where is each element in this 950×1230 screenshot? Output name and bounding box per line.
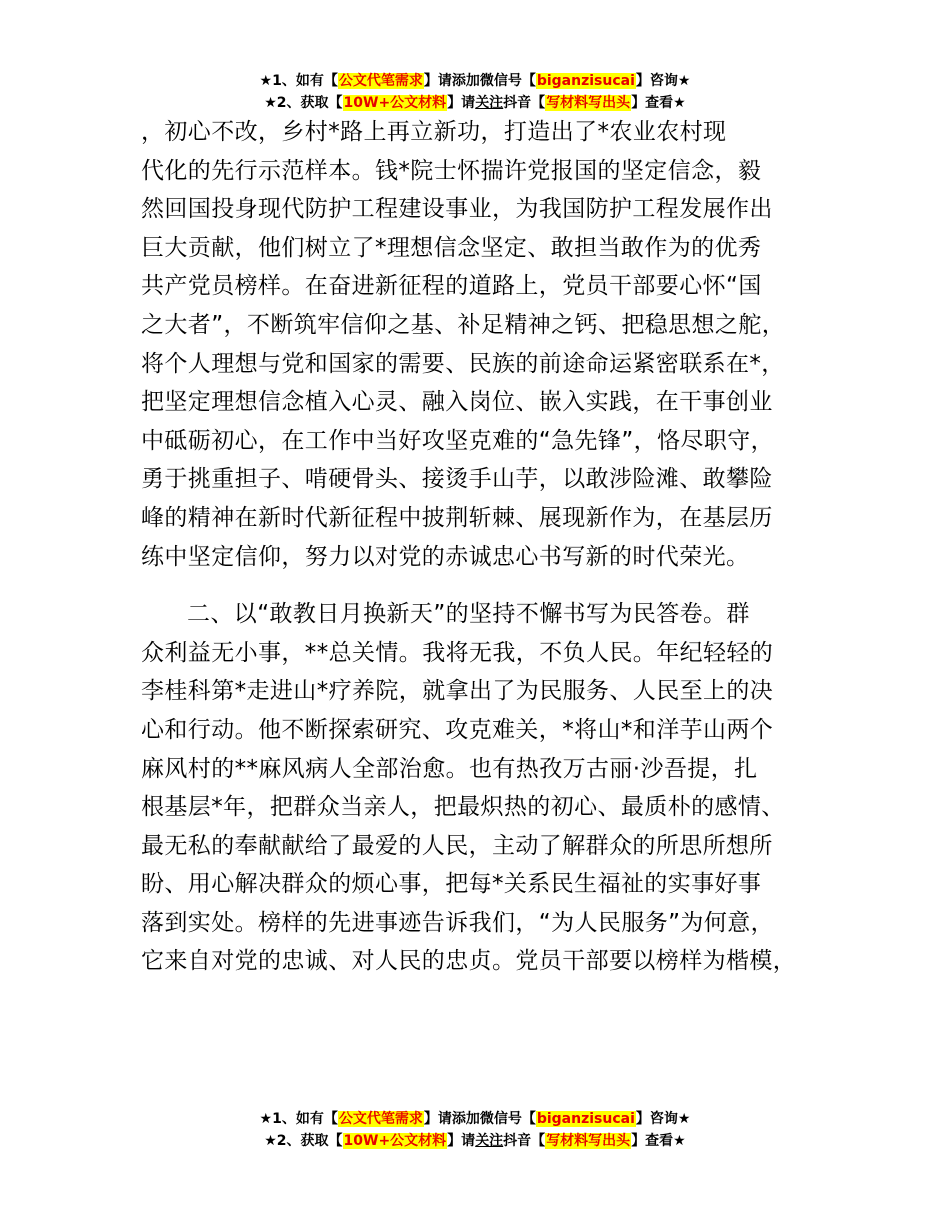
text-line: 麻风村的**麻风病人全部治愈。也有热孜万古丽·沙吾提，扎 [141, 755, 758, 782]
text-line: 落到实处。榜样的先进事迹告诉我们，“为人民服务”为何意， [141, 909, 775, 936]
header-text: 】咨询★ [635, 73, 691, 89]
text-line: 李桂科第*走进山*疗养院，就拿出了为民服务、人民至上的决 [141, 678, 774, 705]
text-line: 二、以“敢教日月换新天”的坚持不懈书写为民答卷。群 [187, 601, 750, 628]
underline-follow: 关注 [475, 1133, 504, 1149]
highlight-douyin-account: 写材料写出头 [546, 1133, 631, 1149]
header-text: 】请 [447, 95, 476, 111]
header-text: 】请添加微信号【 [423, 73, 536, 89]
paragraph-2 [141, 595, 831, 981]
document-body [141, 113, 831, 981]
text-line: 把坚定理想信念植入心灵、融入岗位、嵌入实践，在干事创业 [141, 389, 773, 416]
text-line: 之大者”，不断筑牢信仰之基、补足精神之钙、把稳思想之舵， [141, 311, 786, 338]
text-line: 根基层*年，把群众当亲人，把最炽热的初心、最质朴的感情、 [141, 794, 785, 821]
header-text: ★1、如有【 [259, 73, 338, 89]
header-text: 抖音【 [503, 95, 546, 111]
header-notice [0, 70, 950, 114]
underline-follow: 关注 [475, 95, 504, 111]
text-line: 巨大贡献，他们树立了*理想信念坚定、敢担当敢作为的优秀 [141, 234, 762, 261]
highlight-wechat-id: biganzisucai [536, 73, 635, 89]
text-line: 将个人理想与党和国家的需要、民族的前途命运紧密联系在*， [141, 350, 785, 377]
text-line: 众利益无小事，**总关情。我将无我，不负人民。年纪轻轻的 [141, 639, 774, 666]
text-line: 盼、用心解决群众的烦心事，把每*关系民生福祉的实事好事 [141, 871, 762, 898]
footer-notice-line-2 [0, 1130, 950, 1152]
text-line: 勇于挑重担子、啃硬骨头、接烫手山芋，以敢涉险滩、敢攀险 [141, 466, 773, 493]
paragraph-gap [141, 576, 831, 595]
header-text: 】查看★ [631, 95, 686, 111]
highlight-wechat-id: biganzisucai [536, 1111, 635, 1127]
footer-notice-line-1 [0, 1108, 950, 1130]
text-line: 然回国投身现代防护工程建设事业，为我国防护工程发展作出 [141, 196, 773, 223]
text-line: 共产党员榜样。在奋进新征程的道路上，党员干部要心怀“国 [141, 273, 762, 300]
highlight-ghostwriting: 公文代笔需求 [338, 1111, 423, 1127]
text-line: 最无私的奉献献给了最爱的人民，主动了解群众的所思所想所 [141, 832, 773, 859]
text-line: ，初心不改，乡村*路上再立新功，打造出了*农业农村现 [141, 119, 727, 145]
highlight-materials: 10W+公文材料 [343, 1133, 447, 1149]
footer-text: 】请添加微信号【 [423, 1111, 536, 1127]
header-notice-line-2 [0, 92, 950, 114]
text-line: 练中坚定信仰，努力以对党的赤诚忠心书写新的时代荣光。 [141, 543, 750, 570]
text-line: 心和行动。他不断探索研究、攻克难关，*将山*和洋芋山两个 [141, 716, 774, 743]
footer-text: 】查看★ [631, 1133, 686, 1149]
footer-text: 】咨询★ [635, 1111, 691, 1127]
paragraph-1 [141, 113, 831, 576]
text-line: 峰的精神在新时代新征程中披荆斩棘、展现新作为，在基层历 [141, 504, 773, 531]
footer-text: 】请 [447, 1133, 476, 1149]
text-line: 它来自对党的忠诚、对人民的忠贞。党员干部要以榜样为楷模， [141, 948, 797, 975]
footer-notice [0, 1108, 950, 1152]
header-text: ★2、获取【 [264, 95, 343, 111]
footer-text: ★1、如有【 [259, 1111, 338, 1127]
footer-text: ★2、获取【 [264, 1133, 343, 1149]
highlight-douyin-account: 写材料写出头 [546, 95, 631, 111]
text-line: 代化的先行示范样本。钱*院士怀揣许党报国的坚定信念，毅 [141, 157, 762, 184]
text-line: 中砥砺初心，在工作中当好攻坚克难的“急先锋”，恪尽职守， [141, 427, 775, 454]
highlight-ghostwriting: 公文代笔需求 [338, 73, 423, 89]
footer-text: 抖音【 [503, 1133, 546, 1149]
header-notice-line-1 [0, 70, 950, 92]
highlight-materials: 10W+公文材料 [343, 95, 447, 111]
